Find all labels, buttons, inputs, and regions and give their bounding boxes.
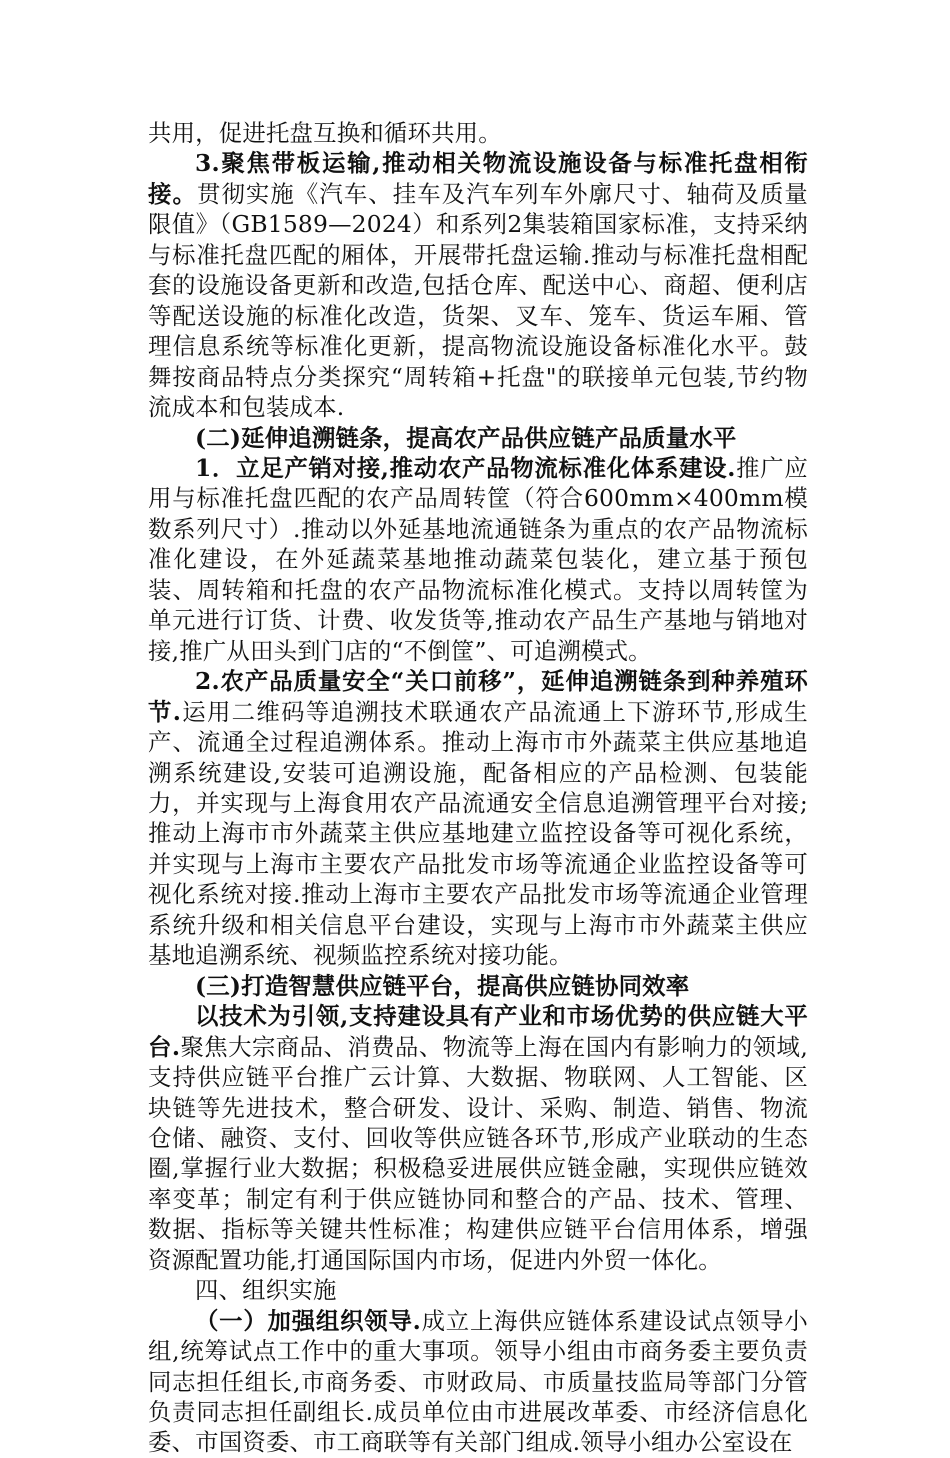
paragraph-quality-safety: [148, 666, 808, 971]
section-heading: (三)打造智慧供应链平台，提高供应链协同效率: [195, 971, 690, 1000]
paragraph-heading: 1．立足产销对接,推动农产品物流标准化体系建设.: [195, 453, 736, 482]
section-heading: (二)延伸追溯链条，提高农产品供应链产品质量水平: [195, 423, 737, 452]
paragraph-text: 推广应用与标准托盘匹配的农产品周转筐（符合600mm×400mm模数系列尺寸）.推动以外延基地流通链条为重点的农产品物流标准化建设，在外延蔬菜基地推动蔬菜包装化，建立基于预包装、周转箱和托盘的农产品物流标准化模式。支持以周转筐为单元进行订货、计费、收发货等,推动农产品生产基地与销地对接,推广从田头到门店的“不倒筐”、可追溯模式。: [148, 453, 808, 665]
paragraph-production-sales: [148, 453, 808, 666]
paragraph-heading: 2.农产品质量安全“关口前移”，延伸追溯链条到种养殖环节.: [148, 667, 808, 726]
section-heading-smart-platform: [148, 971, 808, 1001]
paragraph-pallet-transport: [148, 148, 808, 422]
paragraph-heading: 以技术为引领,支持建设具有产业和市场优势的供应链大平台.: [148, 1002, 808, 1061]
paragraph-text: 贯彻实施《汽车、挂车及汽车列车外廓尺寸、轴荷及质量限值》（GB1589—2024）和系列2集装箱国家标准，支持采纳与标准托盘匹配的厢体，开展带托盘运输.推动与标准托盘相配套的设施设备更新和改造,包括仓库、配送中心、商超、便利店等配送设施的标准化改造，货架、叉车、笼车、货运车厢、管理信息系统等标准化更新，提高物流设施设备标准化水平。鼓舞按商品特点分类探究“周转箱+托盘"的联接单元包装,节约物流成本和包装成本.: [148, 179, 809, 422]
paragraph-leadership: [148, 1306, 808, 1458]
paragraph-text: 成立上海供应链体系建设试点领导小组,统筹试点工作中的重大事项。领导小组由市商务委主要负责同志担任组长,市商务委、市财政局、市质量技监局等部门分管负责同志担任副组长.成员单位由市进展改革委、市经济信息化委、市国资委、市工商联等有关部门组成.领导小组办公室设在: [148, 1306, 808, 1457]
paragraph-text: 聚焦大宗商品、消费品、物流等上海在国内有影响力的领域,支持供应链平台推广云计算、大数据、物联网、人工智能、区块链等先进技术，整合研发、设计、采购、制造、销售、物流仓储、融资、支付、回收等供应链各环节,形成产业联动的生态圈,掌握行业大数据；积极稳妥进展供应链金融，实现供应链效率变革；制定有利于供应链协同和整合的产品、技术、管理、数据、指标等关键共性标准；构建供应链平台信用体系，增强资源配置功能,打通国际国内市场，促进内外贸一体化。: [148, 1032, 808, 1274]
paragraph-technology-platform: [148, 1001, 808, 1275]
section-heading-traceability: [148, 423, 808, 453]
paragraph-text: 共用，促进托盘互换和循环共用。: [148, 119, 502, 147]
document-page: [148, 118, 808, 1458]
section-heading-organization: [148, 1275, 808, 1305]
paragraph-pallet-sharing-end: [148, 118, 808, 148]
paragraph-text: 运用二维码等追溯技术联通农产品流通上下游环节,形成生产、流通全过程追溯体系。推动上海市市外蔬菜主供应基地追溯系统建设,安装可追溯设施，配备相应的产品检测、包装能力，并实现与上海食用农产品流通安全信息追溯管理平台对接;推动上海市市外蔬菜主供应基地建立监控设备等可视化系统，并实现与上海市主要农产品批发市场等流通企业监控设备等可视化系统对接.推动上海市主要农产品批发市场等流通企业管理系统升级和相关信息平台建设，实现与上海市市外蔬菜主供应基地追溯系统、视频监控系统对接功能。: [148, 697, 808, 970]
section-heading: 四、组织实施: [195, 1276, 337, 1305]
paragraph-heading: （一）加强组织领导.: [195, 1306, 422, 1335]
paragraph-heading: 3.聚焦带板运输,推动相关物流设施设备与标准托盘相衔接。: [148, 149, 808, 208]
